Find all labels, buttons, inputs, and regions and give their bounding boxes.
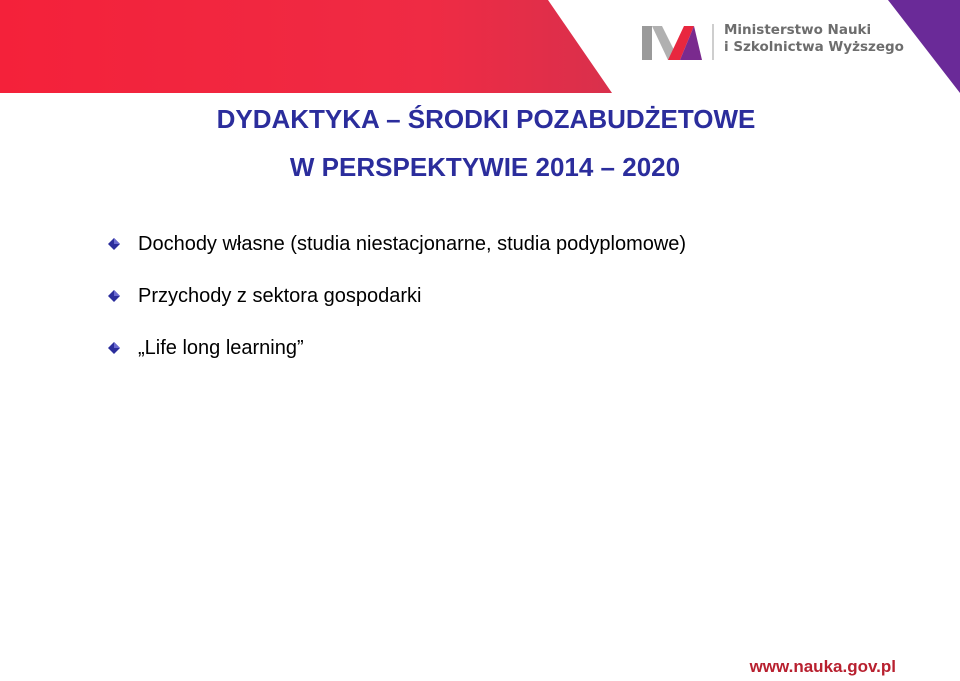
bullet-text: Dochody własne (studia niestacjonarne, studia podyplomowe) <box>138 233 687 255</box>
ministry-logo-text <box>724 22 904 56</box>
banner-red-shape <box>0 0 612 93</box>
bullet-text: „Life long learning” <box>138 337 304 359</box>
diamond-bullet-icon <box>108 342 120 354</box>
diamond-bullet-icon <box>108 290 120 302</box>
page-title-line2: W PERSPEKTYWIE 2014 – 2020 <box>289 152 681 182</box>
bullet-text: Przychody z sektora gospodarki <box>138 285 422 307</box>
diamond-bullet-icon <box>108 238 120 250</box>
website-link[interactable]: www.nauka.gov.pl <box>749 657 896 676</box>
page-title-line1: DYDAKTYKA – ŚRODKI POZABUDŻETOWE <box>216 104 756 134</box>
logo-text-line1: Ministerstwo Nauki <box>724 22 872 38</box>
logo-text-line2: i Szkolnictwa Wyższego <box>724 39 904 55</box>
